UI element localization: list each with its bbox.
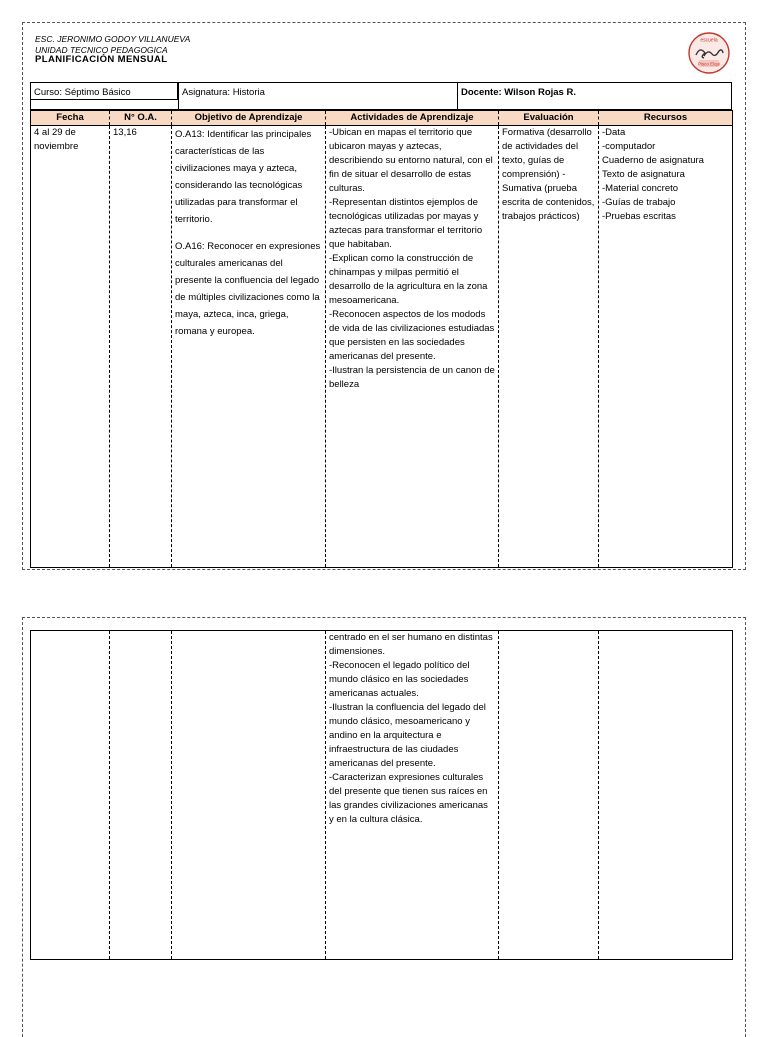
resource-item: Cuaderno de asignatura xyxy=(602,155,704,166)
activity-item: centrado en el ser humano en distintas dimensiones. xyxy=(329,632,493,657)
col-header-date: Fecha xyxy=(31,111,110,126)
col-header-activities: Actividades de Aprendizaje xyxy=(326,111,499,126)
document-title: PLANIFICACIÓN MENSUAL xyxy=(35,54,168,65)
evaluation-cell xyxy=(499,631,599,960)
date-cell xyxy=(31,631,110,960)
objective-oa16: O.A16: Reconocer en expresiones culturales americanas del presente la confluencia del legado de múltiples civilizaciones como la maya, azteca, inca, griega, romana y europea. xyxy=(175,241,321,337)
logo-place: Pisco Elqui xyxy=(697,61,721,67)
resource-item: -Material concreto xyxy=(602,183,679,194)
objective-oa13: O.A13: Identificar las principales características de las civilizaciones maya y azteca, considerando las tecnológicas utilizadas para transformar el territorio. xyxy=(175,129,312,225)
objective-cell xyxy=(172,631,326,960)
col-header-resources: Recursos xyxy=(599,111,733,126)
objective-cell xyxy=(172,126,326,568)
school-name: ESC. JERONIMO GODOY VILLANUEVA xyxy=(35,34,191,44)
activity-item: -Explican como la construcción de chinampas y milpas permitió el desarrollo de la agricultura en la zona mesoamericana. xyxy=(329,253,488,306)
table-row xyxy=(31,631,733,960)
activity-item: -Ilustran la confluencia del legado del mundo clásico, mesoamericano y andino en la arquitectura e infraestructura de las ciudades americanas del presente. xyxy=(329,702,486,769)
activities-cell xyxy=(326,126,499,568)
course-label: Curso: Séptimo Básico xyxy=(34,87,131,98)
activity-item: -Reconocen el legado político del mundo clásico en las sociedades americanas actuales. xyxy=(329,660,470,699)
resource-item: -Guías de trabajo xyxy=(602,197,676,208)
resources-cell xyxy=(599,631,733,960)
page-2 xyxy=(22,617,746,1037)
col-header-objective: Objetivo de Aprendizaje xyxy=(172,111,326,126)
resource-item: -Data xyxy=(602,127,626,138)
activity-item: -Ubican en mapas el territorio que ubicaron mayas y aztecas, describiendo su entorno natural, con el fin de situar el desarrollo de estas culturas. xyxy=(329,127,493,194)
document-header xyxy=(35,34,190,66)
activity-item: -Ilustran la persistencia de un canon de belleza xyxy=(329,365,495,390)
planning-table-continued xyxy=(30,630,733,960)
activities-cell xyxy=(326,631,499,960)
activity-item: -Caracterizan expresiones culturales del presente que tienen sus raíces en las grandes civilizaciones americanas y en la cultura clásica. xyxy=(329,772,488,825)
evaluation-cell: Formativa (desarrollo de actividades del texto, guías de comprensión) -Sumativa (prueba escrita de contenidos, trabajos prácticos) xyxy=(499,126,599,568)
resources-cell xyxy=(599,126,733,568)
course-info-row xyxy=(30,82,732,110)
resource-item: -computador xyxy=(602,141,656,152)
date-cell: 4 al 29 de noviembre xyxy=(31,126,110,568)
page-1 xyxy=(22,22,746,570)
planning-table xyxy=(30,110,733,568)
col-header-evaluation: Evaluación xyxy=(499,111,599,126)
teacher-label: Docente: Wilson Rojas R. xyxy=(461,87,576,98)
activity-item: -Reconocen aspectos de los modods de vida de las civilizaciones estudiadas que persisten en las sociedades americanas del presente. xyxy=(329,309,495,362)
school-logo xyxy=(687,31,731,75)
resource-item: Texto de asignatura xyxy=(602,169,685,180)
resource-item: -Pruebas escritas xyxy=(602,211,676,222)
unit-name: UNIDAD TECNICO PEDAGOGICA xyxy=(35,44,168,55)
table-row xyxy=(31,126,733,568)
oa-number-cell xyxy=(110,631,172,960)
oa-number-cell: 13,16 xyxy=(110,126,172,568)
subject-label: Asignatura: Historia xyxy=(182,87,265,98)
logo-text: escuela xyxy=(700,37,718,44)
activity-item: -Representan distintos ejemplos de tecnológicas utilizadas por mayas y aztecas para transformar el territorio que habitaban. xyxy=(329,197,483,250)
col-header-oa-number: N° O.A. xyxy=(110,111,172,126)
